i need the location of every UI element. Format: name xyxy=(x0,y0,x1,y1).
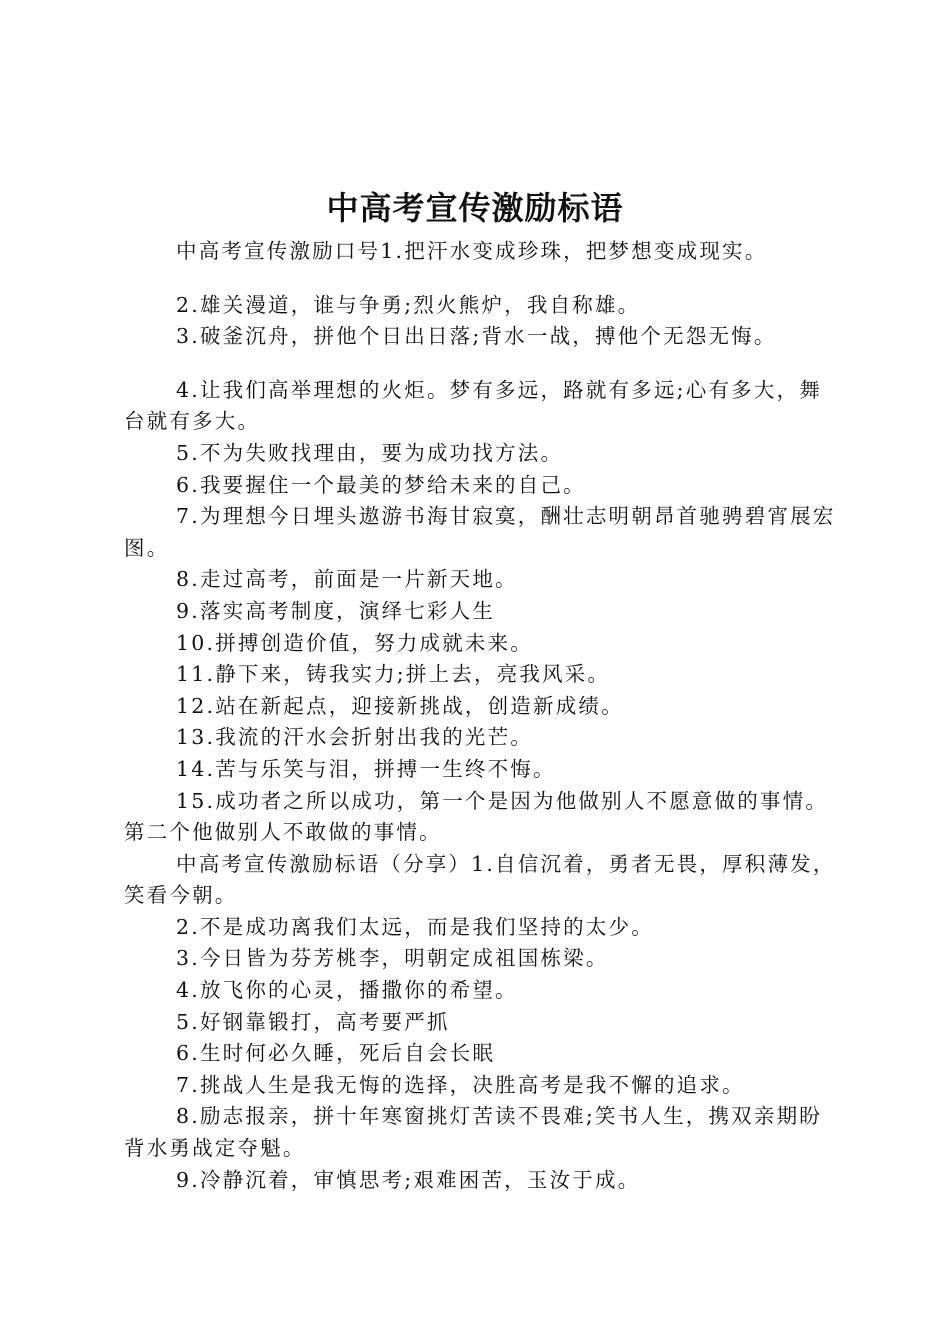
paragraph: 3.今日皆为芬芳桃李，明朝定成祖国栋梁。 xyxy=(176,946,609,971)
paragraph: 6.生时何必久睡，死后自会长眠 xyxy=(176,1041,496,1066)
paragraph: 3.破釜沉舟，拼他个日出日落;背水一战，搏他个无怨无悔。 xyxy=(176,324,777,349)
document-title: 中高考宣传激励标语 xyxy=(326,189,624,227)
paragraph: 6.我要握住一个最美的梦给未来的自己。 xyxy=(176,472,586,497)
paragraph: 9.落实高考制度，演绎七彩人生 xyxy=(176,598,496,623)
paragraph: 5.不为失败找理由，要为成功找方法。 xyxy=(176,440,564,465)
paragraph: 7.为理想今日埋头遨游书海甘寂寞，酬壮志明朝昂首驰骋碧宵展宏图。 xyxy=(124,504,836,560)
document-body xyxy=(124,236,844,1196)
paragraph: 15.成功者之所以成功，第一个是因为他做别人不愿意做的事情。第二个他做别人不敢做的事情。 xyxy=(124,788,829,845)
paragraph: 10.拼搏创造价值，努力成就未来。 xyxy=(176,630,534,655)
paragraph: 2.雄关漫道，谁与争勇;烈火熊炉，我自称雄。 xyxy=(176,292,641,317)
paragraph: 13.我流的汗水会折射出我的光芒。 xyxy=(176,725,534,750)
paragraph: 5.好钢靠锻打，高考要严抓 xyxy=(176,1009,450,1034)
paragraph: 4.让我们高举理想的火炬。梦有多远，路就有多远;心有多大，舞台就有多大。 xyxy=(124,377,822,434)
paragraph: 4.放飞你的心灵，播撒你的希望。 xyxy=(176,978,518,1003)
paragraph: 8.走过高考，前面是一片新天地。 xyxy=(176,567,518,592)
paragraph: 中高考宣传激励标语（分享）1.自信沉着，勇者无畏，厚积薄发，笑看今朝。 xyxy=(124,851,836,908)
paragraph: 14.苦与乐笑与泪，拼搏一生终不悔。 xyxy=(176,756,556,781)
paragraph: 12.站在新起点，迎接新挑战，创造新成绩。 xyxy=(176,693,624,718)
paragraph: 中高考宣传激励口号1.把汗水变成珍珠，把梦想变成现实。 xyxy=(176,239,768,263)
paragraph: 8.励志报亲，拼十年寒窗挑灯苦读不畏难;笑书人生，携双亲期盼背水勇战定夺魁。 xyxy=(124,1104,822,1161)
paragraph: 9.冷静沉着，审慎思考;艰难困苦，玉汝于成。 xyxy=(176,1167,641,1192)
paragraph: 2.不是成功离我们太远，而是我们坚持的太少。 xyxy=(176,914,654,939)
paragraph: 7.挑战人生是我无悔的选择，决胜高考是我不懈的追求。 xyxy=(176,1072,745,1097)
paragraph: 11.静下来，铸我实力;拼上去，亮我风采。 xyxy=(176,662,611,687)
